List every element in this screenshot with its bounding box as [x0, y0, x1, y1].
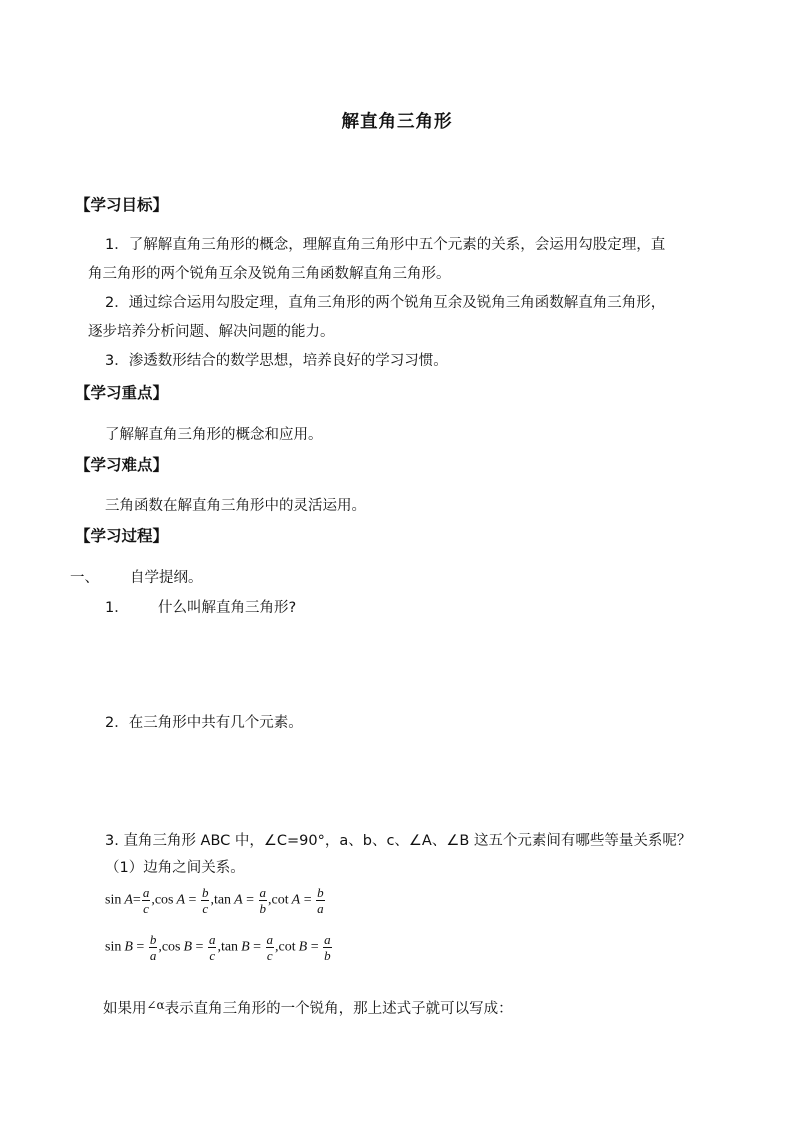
- sin-a-formula: sin A= $\frac{a}{c}$ ,: [105, 885, 155, 916]
- question-3-sub: （1）边角之间关系。: [105, 860, 245, 876]
- alpha-line-prefix: 如果用: [103, 1001, 147, 1017]
- alpha-line-suffix: 表示直角三角形的一个锐角，那上述式子就可以写成：: [164, 1001, 513, 1017]
- process-heading: 【学习过程】: [75, 527, 169, 545]
- sin-b-formula: sin B = $\frac{b}{a}$ ,: [105, 932, 162, 963]
- cot-b-formula: cot B = $\frac{a}{b}$: [278, 932, 331, 963]
- goal-2-line2: 逐步培养分析问题、解决问题的能力。: [88, 324, 335, 340]
- tan-a-formula: tan A = $\frac{a}{b}$ ,: [213, 885, 272, 916]
- tan-b-formula: tan B = $\frac{a}{c}$ ,: [220, 932, 279, 963]
- goals-heading: 【学习目标】: [75, 196, 169, 214]
- goal-1-line1: 1．了解解直角三角形的概念，理解直角三角形中五个元素的关系，会运用勾股定理，直: [105, 237, 666, 253]
- difficulty-heading: 【学习难点】: [75, 456, 169, 474]
- question-2: 2．在三角形中共有几个元素。: [105, 715, 303, 731]
- cos-a-formula: cos A = $\frac{b}{c}$ ,: [154, 885, 214, 916]
- key-point-text: 了解解直角三角形的概念和应用。: [105, 427, 323, 443]
- goal-2-line1: 2．通过综合运用勾股定理，直角三角形的两个锐角互余及锐角三角函数解直角三角形，: [105, 295, 666, 311]
- goal-1-line2: 角三角形的两个锐角互余及锐角三角函数解直角三角形。: [88, 266, 451, 282]
- cos-b-formula: cos B = $\frac{a}{c}$ ,: [161, 932, 221, 963]
- question-1-text: 什么叫解直角三角形?: [158, 600, 297, 616]
- alpha-angle-symbol: ∠α: [146, 998, 165, 1012]
- cot-a-formula: cot A = $\frac{b}{a}$: [271, 885, 324, 916]
- key-point-heading: 【学习重点】: [75, 384, 169, 402]
- difficulty-text: 三角函数在解直角三角形中的灵活运用。: [105, 498, 366, 514]
- question-3: 3. 直角三角形 ABC 中，∠C=90°，a、b、c、∠A、∠B 这五个元素间有哪些等量关系呢？: [105, 833, 692, 849]
- part1-number: 一、: [70, 570, 99, 586]
- part1-title: 自学提纲。: [130, 570, 203, 586]
- page-title: 解直角三角形: [341, 112, 453, 132]
- alpha-line: [103, 997, 513, 1018]
- goal-3: 3．渗透数形结合的数学思想，培养良好的学习习惯。: [105, 353, 448, 369]
- formula-row-b: [105, 933, 333, 962]
- formula-row-a: [105, 886, 326, 915]
- question-1-number: 1．: [105, 600, 129, 616]
